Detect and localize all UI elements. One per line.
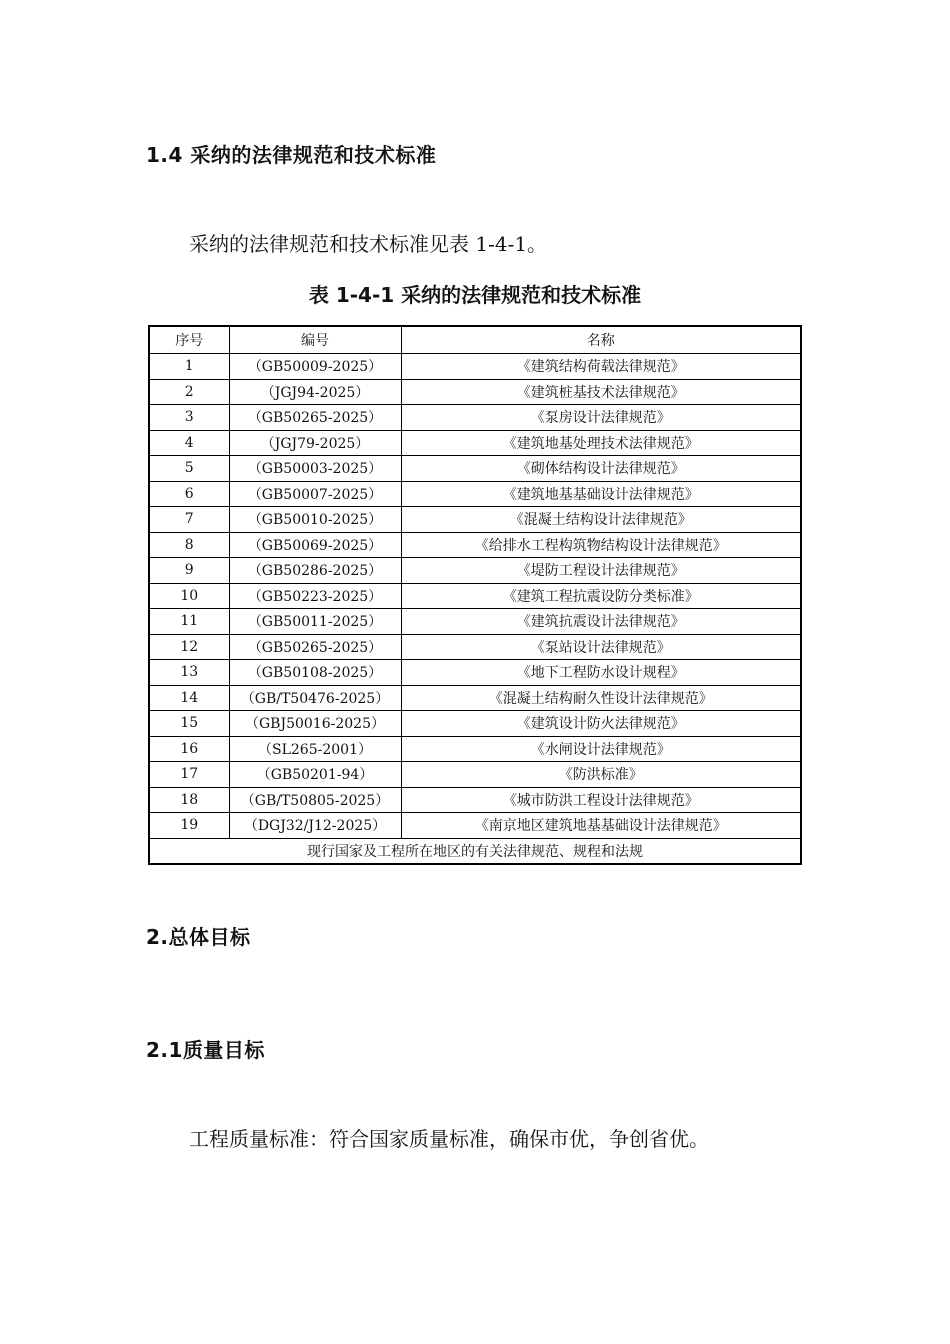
cell-code: （GB50003-2025） (229, 456, 401, 482)
table-row (149, 481, 801, 507)
quality-paragraph: 工程质量标准：符合国家质量标准，确保市优，争创省优。 (189, 1127, 709, 1151)
cell-name: 《堤防工程设计法律规范》 (401, 558, 801, 584)
cell-name: 《城市防洪工程设计法律规范》 (401, 787, 801, 813)
cell-serial: 18 (149, 787, 229, 813)
cell-name: 《混凝土结构设计法律规范》 (401, 507, 801, 533)
cell-serial: 16 (149, 736, 229, 762)
cell-code: （GB50009-2025） (229, 354, 401, 380)
section-heading-2-1 (146, 1034, 265, 1063)
table-row (149, 456, 801, 482)
table-row (149, 507, 801, 533)
cell-serial: 7 (149, 507, 229, 533)
header-code: 编号 (229, 326, 401, 354)
cell-code: （SL265-2001） (229, 736, 401, 762)
section-heading-1-4 (146, 139, 436, 168)
cell-name: 《混凝土结构耐久性设计法律规范》 (401, 685, 801, 711)
header-serial: 序号 (149, 326, 229, 354)
cell-code: （GB50265-2025） (229, 405, 401, 431)
cell-code: （GB50007-2025） (229, 481, 401, 507)
table-row (149, 354, 801, 380)
table-row (149, 405, 801, 431)
cell-code: （GB50286-2025） (229, 558, 401, 584)
table-row (149, 736, 801, 762)
section-title: 总体目标 (168, 925, 251, 949)
cell-name: 《南京地区建筑地基基础设计法律规范》 (401, 813, 801, 839)
cell-code: （DGJ32/J12-2025） (229, 813, 401, 839)
section-number: 2. (146, 925, 169, 949)
cell-code: （GB50201-94） (229, 762, 401, 788)
cell-serial: 19 (149, 813, 229, 839)
cell-name: 《泵房设计法律规范》 (401, 405, 801, 431)
table-row (149, 583, 801, 609)
table-row (149, 762, 801, 788)
cell-code: （GB50108-2025） (229, 660, 401, 686)
cell-code: （GB50010-2025） (229, 507, 401, 533)
standards-table (148, 325, 802, 865)
cell-serial: 10 (149, 583, 229, 609)
cell-name: 《建筑地基基础设计法律规范》 (401, 481, 801, 507)
cell-code: （GB50011-2025） (229, 609, 401, 635)
cell-name: 《地下工程防水设计规程》 (401, 660, 801, 686)
cell-name: 《建筑工程抗震设防分类标准》 (401, 583, 801, 609)
section-title: 质量目标 (182, 1038, 265, 1062)
table-footer-note: 现行国家及工程所在地区的有关法律规范、规程和法规 (149, 838, 801, 864)
cell-serial: 3 (149, 405, 229, 431)
cell-code: （GB50069-2025） (229, 532, 401, 558)
cell-serial: 4 (149, 430, 229, 456)
cell-serial: 6 (149, 481, 229, 507)
section-number: 1.4 (146, 143, 183, 167)
table-row (149, 558, 801, 584)
cell-name: 《砌体结构设计法律规范》 (401, 456, 801, 482)
cell-serial: 2 (149, 379, 229, 405)
intro-paragraph: 采纳的法律规范和技术标准见表 1-4-1。 (189, 232, 548, 256)
table-row (149, 430, 801, 456)
table-header-row (149, 326, 801, 354)
table-row (149, 813, 801, 839)
cell-serial: 14 (149, 685, 229, 711)
section-heading-2 (146, 921, 251, 950)
cell-name: 《水闸设计法律规范》 (401, 736, 801, 762)
section-title: 采纳的法律规范和技术标准 (190, 143, 437, 167)
table-row (149, 787, 801, 813)
cell-code: （GB/T50476-2025） (229, 685, 401, 711)
table-caption: 表 1-4-1 采纳的法律规范和技术标准 (308, 283, 642, 307)
table-row (149, 685, 801, 711)
cell-code: （GB50223-2025） (229, 583, 401, 609)
table-row (149, 532, 801, 558)
cell-code: （JGJ94-2025） (229, 379, 401, 405)
header-name: 名称 (401, 326, 801, 354)
cell-serial: 8 (149, 532, 229, 558)
cell-name: 《建筑设计防火法律规范》 (401, 711, 801, 737)
cell-code: （GB50265-2025） (229, 634, 401, 660)
table-row (149, 660, 801, 686)
table-row (149, 379, 801, 405)
cell-name: 《建筑抗震设计法律规范》 (401, 609, 801, 635)
cell-serial: 12 (149, 634, 229, 660)
table-row (149, 609, 801, 635)
cell-name: 《建筑地基处理技术法律规范》 (401, 430, 801, 456)
section-number: 2.1 (146, 1038, 183, 1062)
cell-name: 《建筑桩基技术法律规范》 (401, 379, 801, 405)
table-footer-row (149, 838, 801, 864)
cell-serial: 17 (149, 762, 229, 788)
table-row (149, 634, 801, 660)
cell-serial: 11 (149, 609, 229, 635)
cell-name: 《给排水工程构筑物结构设计法律规范》 (401, 532, 801, 558)
cell-serial: 9 (149, 558, 229, 584)
cell-serial: 13 (149, 660, 229, 686)
cell-serial: 15 (149, 711, 229, 737)
cell-code: （GBJ50016-2025） (229, 711, 401, 737)
cell-name: 《防洪标准》 (401, 762, 801, 788)
cell-name: 《泵站设计法律规范》 (401, 634, 801, 660)
cell-name: 《建筑结构荷载法律规范》 (401, 354, 801, 380)
cell-serial: 1 (149, 354, 229, 380)
cell-code: （GB/T50805-2025） (229, 787, 401, 813)
cell-serial: 5 (149, 456, 229, 482)
table-row (149, 711, 801, 737)
cell-code: （JGJ79-2025） (229, 430, 401, 456)
